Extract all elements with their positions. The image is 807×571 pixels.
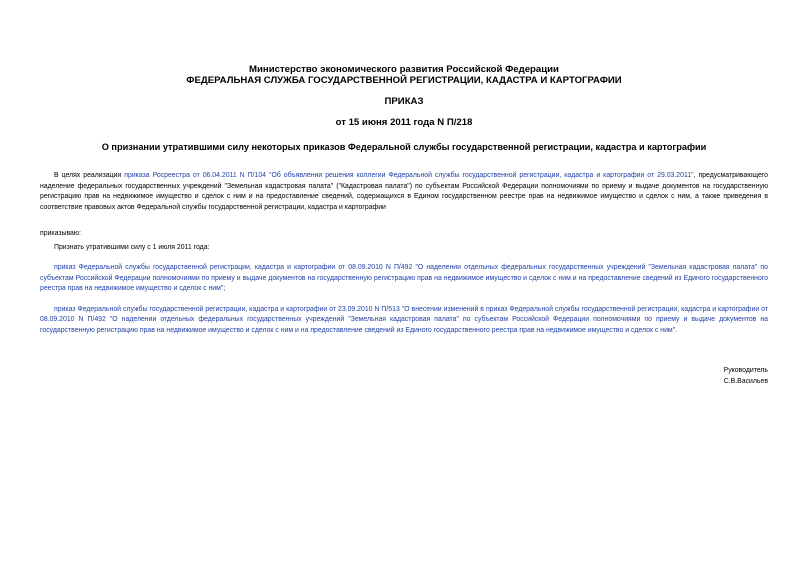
signature-role: Руководитель [723,367,768,374]
preamble-suffix: , предусматривающего наделение федеральных государственных учреждений "Земельная кадастровая палата" ("Кадастровая палата") по субъектам Российской Федерации полномочиями по приему и выдаче документов на государственную регистрацию прав на недвижимое имущество и сделок с ним и на предоставление сведений, содержащихся в Едином государственном реестре прав на недвижимое имущество и сделок с ним, а также приведения в соответствие правовых актов Федеральной службы государственной регистрации, кадастра и картографии [40,172,769,211]
preamble-paragraph [40,171,768,213]
preamble-prefix: В целях реализации [54,172,125,179]
signature-name: С.В.Васильев [723,377,768,385]
signature-block [724,366,768,387]
revoked-order-item-2[interactable]: приказ Федеральной службы государственной регистрации, кадастра и картографии от 23.09.2010 N П/513 "О внесении изменений в приказ Федеральной службы государственной регистрации, кадастра и картографии от 08.09.2010 N П/492 "О наделении отдельных федеральных государственных учреждений "Земельная кадастровая палата" по субъектам Российской Федерации полномочиями по приему и выдаче документов на государственную регистрацию прав на недвижимое имущество и сделок с ним и на предоставление сведений из Единого государственного реестра прав на недвижимое имущество и сделок с ним". [40,305,768,334]
ministry-heading: Министерство экономического развития Российской Федерации [249,64,559,75]
document-title: О признании утратившими силу некоторых приказов Федеральной службы государственной регистрации, кадастра и картографии [101,142,707,152]
revoked-order-item-1[interactable]: приказ Федеральной службы государственной регистрации, кадастра и картографии от 08.09.2010 N П/492 "О наделении отдельных федеральных государственных учреждений "Земельная кадастровая палата" по субъектам Российской Федерации полномочиями по приему и выдаче документов на государственную регистрацию прав на недвижимое имущество и сделок с ним и на предоставление сведений из Единого государственного реестра прав на недвижимое имущество и сделок с ним"; [40,264,768,292]
document-type: ПРИКАЗ [384,96,424,107]
rosreestr-order-link[interactable]: приказа Росреестра от 06.04.2011 N П/104 "Об объявлении решения коллегии Федеральной службы государственной регистрации, кадастра и картографии от 29.03.2011" [124,172,694,179]
service-heading: ФЕДЕРАЛЬНАЯ СЛУЖБА ГОСУДАРСТВЕННОЙ РЕГИСТРАЦИИ, КАДАСТРА И КАРТОГРАФИИ [186,75,622,86]
document [40,64,769,385]
document-date-number: от 15 июня 2011 года N П/218 [335,117,473,128]
recognize-line: Признать утратившими силу с 1 июля 2011 года: [54,243,210,251]
orders-line: приказываю: [40,230,81,237]
